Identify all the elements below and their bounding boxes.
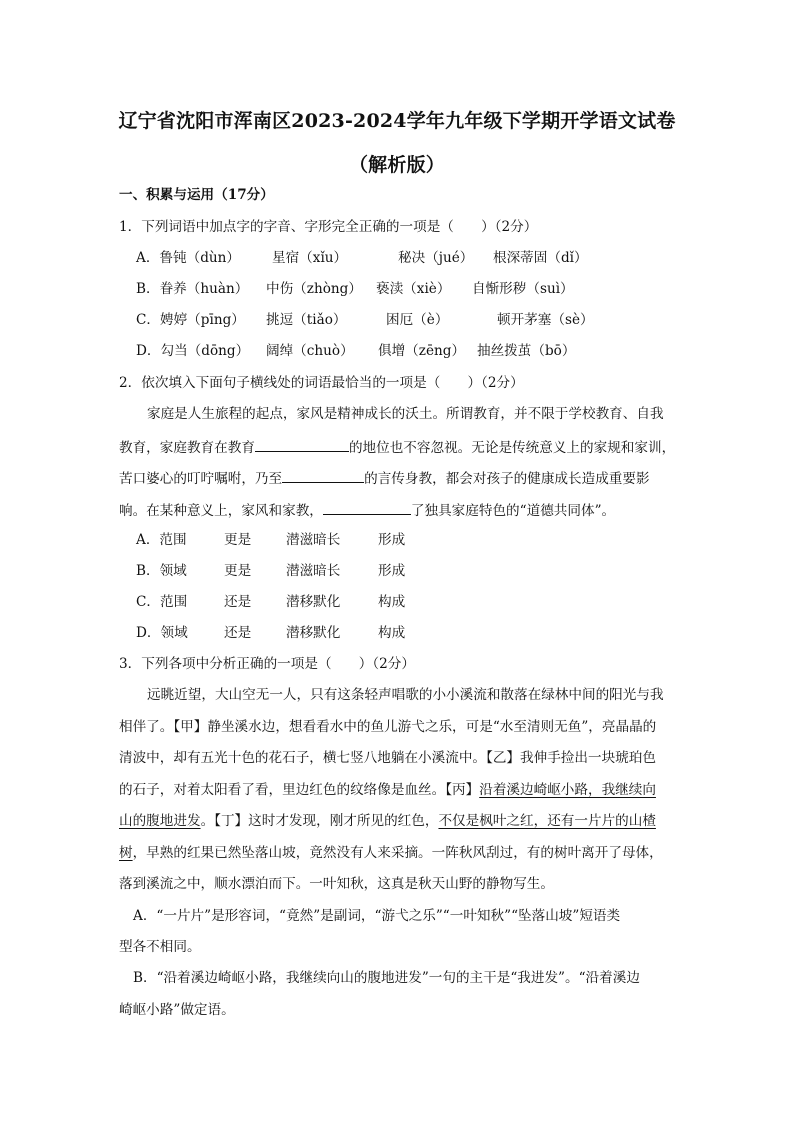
section-heading: 一、积累与运用（17分） <box>119 187 274 203</box>
q3-option-a: A．“一片片”是形容词，“竟然”是副词，“游弋之乐”“一叶知秋”“坠落山坡”短语类 <box>133 908 621 924</box>
q3-passage-line: 落到溪流之中，顺水漂泊而下。一叶知秋，这真是秋天山野的静物写生。 <box>119 876 554 892</box>
option-cell: A．范围 <box>136 532 187 548</box>
option-cell: 构成 <box>378 594 406 610</box>
q3-passage-line <box>119 781 656 799</box>
q3-passage-line: 相伴了。【甲】静坐溪水边，想看看水中的鱼儿游弋之乐，可是“水至清则无鱼”，亮晶晶的 <box>119 719 657 735</box>
passage-text: 的石子，对着太阳看了看，里边红色的纹络像是血丝。【丙】 <box>119 782 480 798</box>
option-cell: D．勾当（dōng） <box>136 343 250 359</box>
option-cell: 顿开茅塞（sè） <box>497 312 594 328</box>
option-cell: C．范围 <box>136 594 188 610</box>
q3-passage-line: 清波中，却有五光十色的花石子，横七竖八地躺在小溪流中。【乙】我伸手捡出一块琥珀色 <box>119 750 656 766</box>
fill-blank-3 <box>323 500 411 515</box>
q3-passage-line <box>119 812 656 830</box>
option-cell: C．娉婷（pīng） <box>136 312 245 328</box>
option-cell: 困厄（è） <box>386 312 449 328</box>
q2-passage-line <box>119 500 615 520</box>
fill-blank-1 <box>255 437 349 452</box>
option-cell: B．领域 <box>136 563 187 579</box>
q3-passage-line: 远眺近望，大山空无一人，只有这条轻声唱歌的小小溪流和散落在绿林中间的阳光与我 <box>147 687 664 703</box>
q2-passage-line: 家庭是人生旅程的起点，家风是精神成长的沃土。所谓教育，并不限于学校教育、自我 <box>147 406 664 422</box>
underlined-text: 不仅是枫叶之红，还有一片片的山楂 <box>438 813 656 829</box>
page-title: 辽宁省沈阳市浑南区2023-2024学年九年级下学期开学语文试卷 <box>118 110 676 132</box>
option-cell: 形成 <box>378 563 406 579</box>
q3-option-a-cont: 型各不相同。 <box>119 939 201 955</box>
option-cell: 还是 <box>224 625 252 641</box>
option-cell: 阔绰（chuò） <box>266 343 354 359</box>
passage-text: ，早熟的红果已然坠落山坡，竟然没有人来采摘。一阵秋风刮过，有的树叶离开了母体， <box>132 845 663 861</box>
option-cell: 潜滋暗长 <box>286 563 341 579</box>
q3-passage-line <box>119 844 663 862</box>
fill-blank-2 <box>282 468 364 483</box>
option-cell: 更是 <box>224 563 252 579</box>
q2-passage-line <box>119 437 675 457</box>
option-cell: 俱增（zēng） <box>378 343 466 359</box>
underlined-text: 树 <box>119 845 133 861</box>
passage-text: 响。在某种意义上，家风和家教， <box>119 503 323 519</box>
option-cell: 形成 <box>378 532 406 548</box>
page-subtitle: （解析版） <box>348 154 445 176</box>
passage-text: 的地位也不容忽视。无论是传统意义上的家规和家训， <box>348 440 676 456</box>
option-cell: 潜移默化 <box>286 594 341 610</box>
option-cell: D．领域 <box>136 625 188 641</box>
question-2-stem: 2．依次填入下面句子横线处的词语最恰当的一项是（ ）（2分） <box>119 375 524 391</box>
q3-option-b-cont: 崎岖小路”做定语。 <box>119 1002 235 1018</box>
option-cell: 秘决（jué） <box>398 250 474 266</box>
q2-passage-line <box>119 468 650 488</box>
option-cell: 中伤（zhòng） <box>266 281 362 297</box>
option-cell: 构成 <box>378 625 406 641</box>
option-cell: 还是 <box>224 594 252 610</box>
option-cell: 抽丝拨茧（bō） <box>477 343 576 359</box>
option-cell: B．眷养（huàn） <box>136 281 249 297</box>
passage-text: 教育，家庭教育在教育 <box>119 440 255 456</box>
option-cell: 自惭形秽（suì） <box>472 281 574 297</box>
passage-text: 苦口婆心的叮咛嘱咐，乃至 <box>119 471 283 487</box>
passage-text: 了独具家庭特色的“道德共同体”。 <box>410 503 616 519</box>
passage-text: 的言传身教，都会对孩子的健康成长造成重要影 <box>364 471 650 487</box>
question-1-stem: 1．下列词语中加点字的字音、字形完全正确的一项是（ ）（2分） <box>119 219 538 235</box>
option-cell: 更是 <box>224 532 252 548</box>
option-cell: 亵渎（xiè） <box>376 281 451 297</box>
q3-option-b: B．“沿着溪边崎岖小路，我继续向山的腹地进发”一句的主干是“我进发”。“沿着溪边 <box>133 970 640 986</box>
passage-text: 。【丁】这时才发现，刚才所见的红色， <box>200 813 439 829</box>
underlined-text: 沿着溪边崎岖小路，我继续向 <box>479 782 656 798</box>
option-cell: 根深蒂固（dǐ） <box>493 250 588 266</box>
question-3-stem: 3．下列各项中分析正确的一项是（ ）（2分） <box>119 656 415 672</box>
option-cell: 潜滋暗长 <box>286 532 341 548</box>
option-cell: 星宿（xǐu） <box>272 250 348 266</box>
option-cell: 潜移默化 <box>286 625 341 641</box>
option-cell: 挑逗（tiǎo） <box>266 312 347 328</box>
underlined-text: 山的腹地进发 <box>119 813 201 829</box>
option-cell: A．鲁钝（dùn） <box>136 250 240 266</box>
